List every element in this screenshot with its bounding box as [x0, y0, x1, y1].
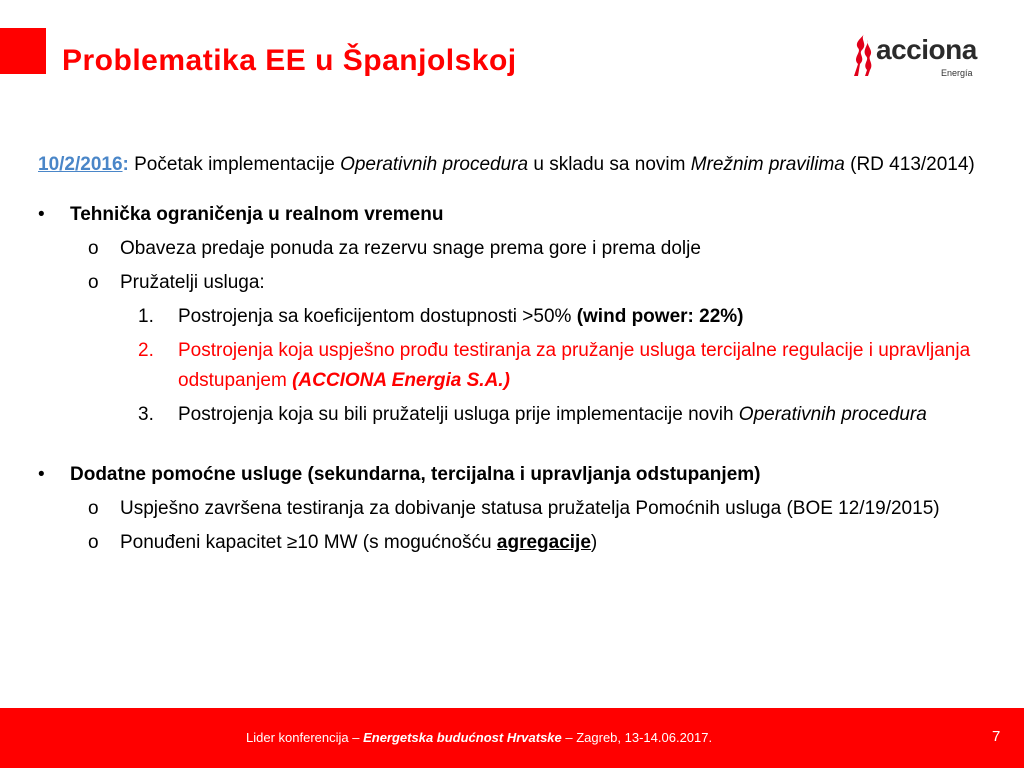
item-number: 3. [138, 404, 154, 425]
slide-body [38, 150, 988, 558]
intro-paragraph [38, 150, 988, 180]
numbered-item-text: Postrojenja koja su bili pružatelji usluga prije implementacije novih [178, 404, 739, 425]
numbered-item-highlighted [38, 336, 988, 396]
page-number: 7 [992, 728, 1001, 745]
acciona-logo [848, 28, 978, 88]
intro-italic-1: Operativnih procedura [340, 154, 529, 175]
slide-title: Problematika EE u Španjolskoj [62, 44, 517, 77]
bullet-dot-icon: • [38, 464, 45, 485]
title-accent-square [0, 28, 46, 74]
sub-item-text: Obaveza predaje ponuda za rezervu snage prema gore i prema dolje [120, 238, 701, 259]
item-number: 1. [138, 306, 154, 327]
sub-item-text-pre: Ponuđeni kapacitet ≥10 MW (s mogućnošću [120, 532, 497, 553]
numbered-item-bold: (wind power: 22%) [576, 306, 744, 327]
numbered-item-text: Postrojenja sa koeficijentom dostupnosti >50% [178, 306, 577, 327]
sub-item [38, 268, 988, 298]
logo-wordmark: acciona [876, 34, 977, 65]
bullet-technical-constraints [38, 200, 988, 230]
sub-item-bold-underlined: agregacije [496, 532, 591, 553]
sub-item-text: Pružatelji usluga: [120, 272, 265, 293]
bullet-ancillary-services [38, 460, 988, 490]
sub-item-text: Uspješno završena testiranja za dobivanje statusa pružatelja Pomoćnih usluga (BOE 12/19/2015) [120, 498, 940, 519]
numbered-item-italic: Operativnih procedura [738, 404, 927, 425]
sub-item [38, 234, 988, 264]
circle-bullet-icon: o [88, 532, 99, 553]
circle-bullet-icon: o [88, 272, 99, 293]
item-number: 2. [138, 340, 154, 361]
footer-post: – Zagreb, 13-14.06.2017. [561, 730, 713, 745]
bullet-dot-icon: • [38, 204, 45, 225]
bullet-heading: Tehnička ograničenja u realnom vremenu [70, 204, 444, 225]
intro-date-colon: : [122, 154, 129, 175]
footer-pre: Lider konferencija – [246, 730, 364, 745]
numbered-item-text: Postrojenja koja uspješno prođu testiranja za pružanje usluga tercijalne regulacije i upravljanja odstupanjem [178, 340, 971, 391]
bullet-heading: Dodatne pomoćne usluge (sekundarna, tercijalna i upravljanja odstupanjem) [70, 464, 761, 485]
numbered-item-bold-italic: (ACCIONA Energia S.A.) [292, 370, 510, 391]
footer-event-name: Energetska budućnost Hrvatske [363, 730, 562, 745]
logo-subtitle: Energía [941, 68, 973, 78]
numbered-item [38, 400, 988, 430]
intro-date: 10/2/2016 [38, 154, 123, 175]
numbered-item [38, 302, 988, 332]
circle-bullet-icon: o [88, 238, 99, 259]
intro-text-3: (RD 413/2014) [844, 154, 975, 175]
footer-text [246, 730, 712, 745]
intro-text-1: Početak implementacije [128, 154, 341, 175]
circle-bullet-icon: o [88, 498, 99, 519]
sub-item-text-post: ) [590, 532, 598, 553]
sub-item [38, 528, 988, 558]
sub-item [38, 494, 988, 524]
footer-bar [0, 708, 1024, 768]
intro-text-2: u skladu sa novim [528, 154, 691, 175]
intro-italic-2: Mrežnim pravilima [690, 154, 845, 175]
